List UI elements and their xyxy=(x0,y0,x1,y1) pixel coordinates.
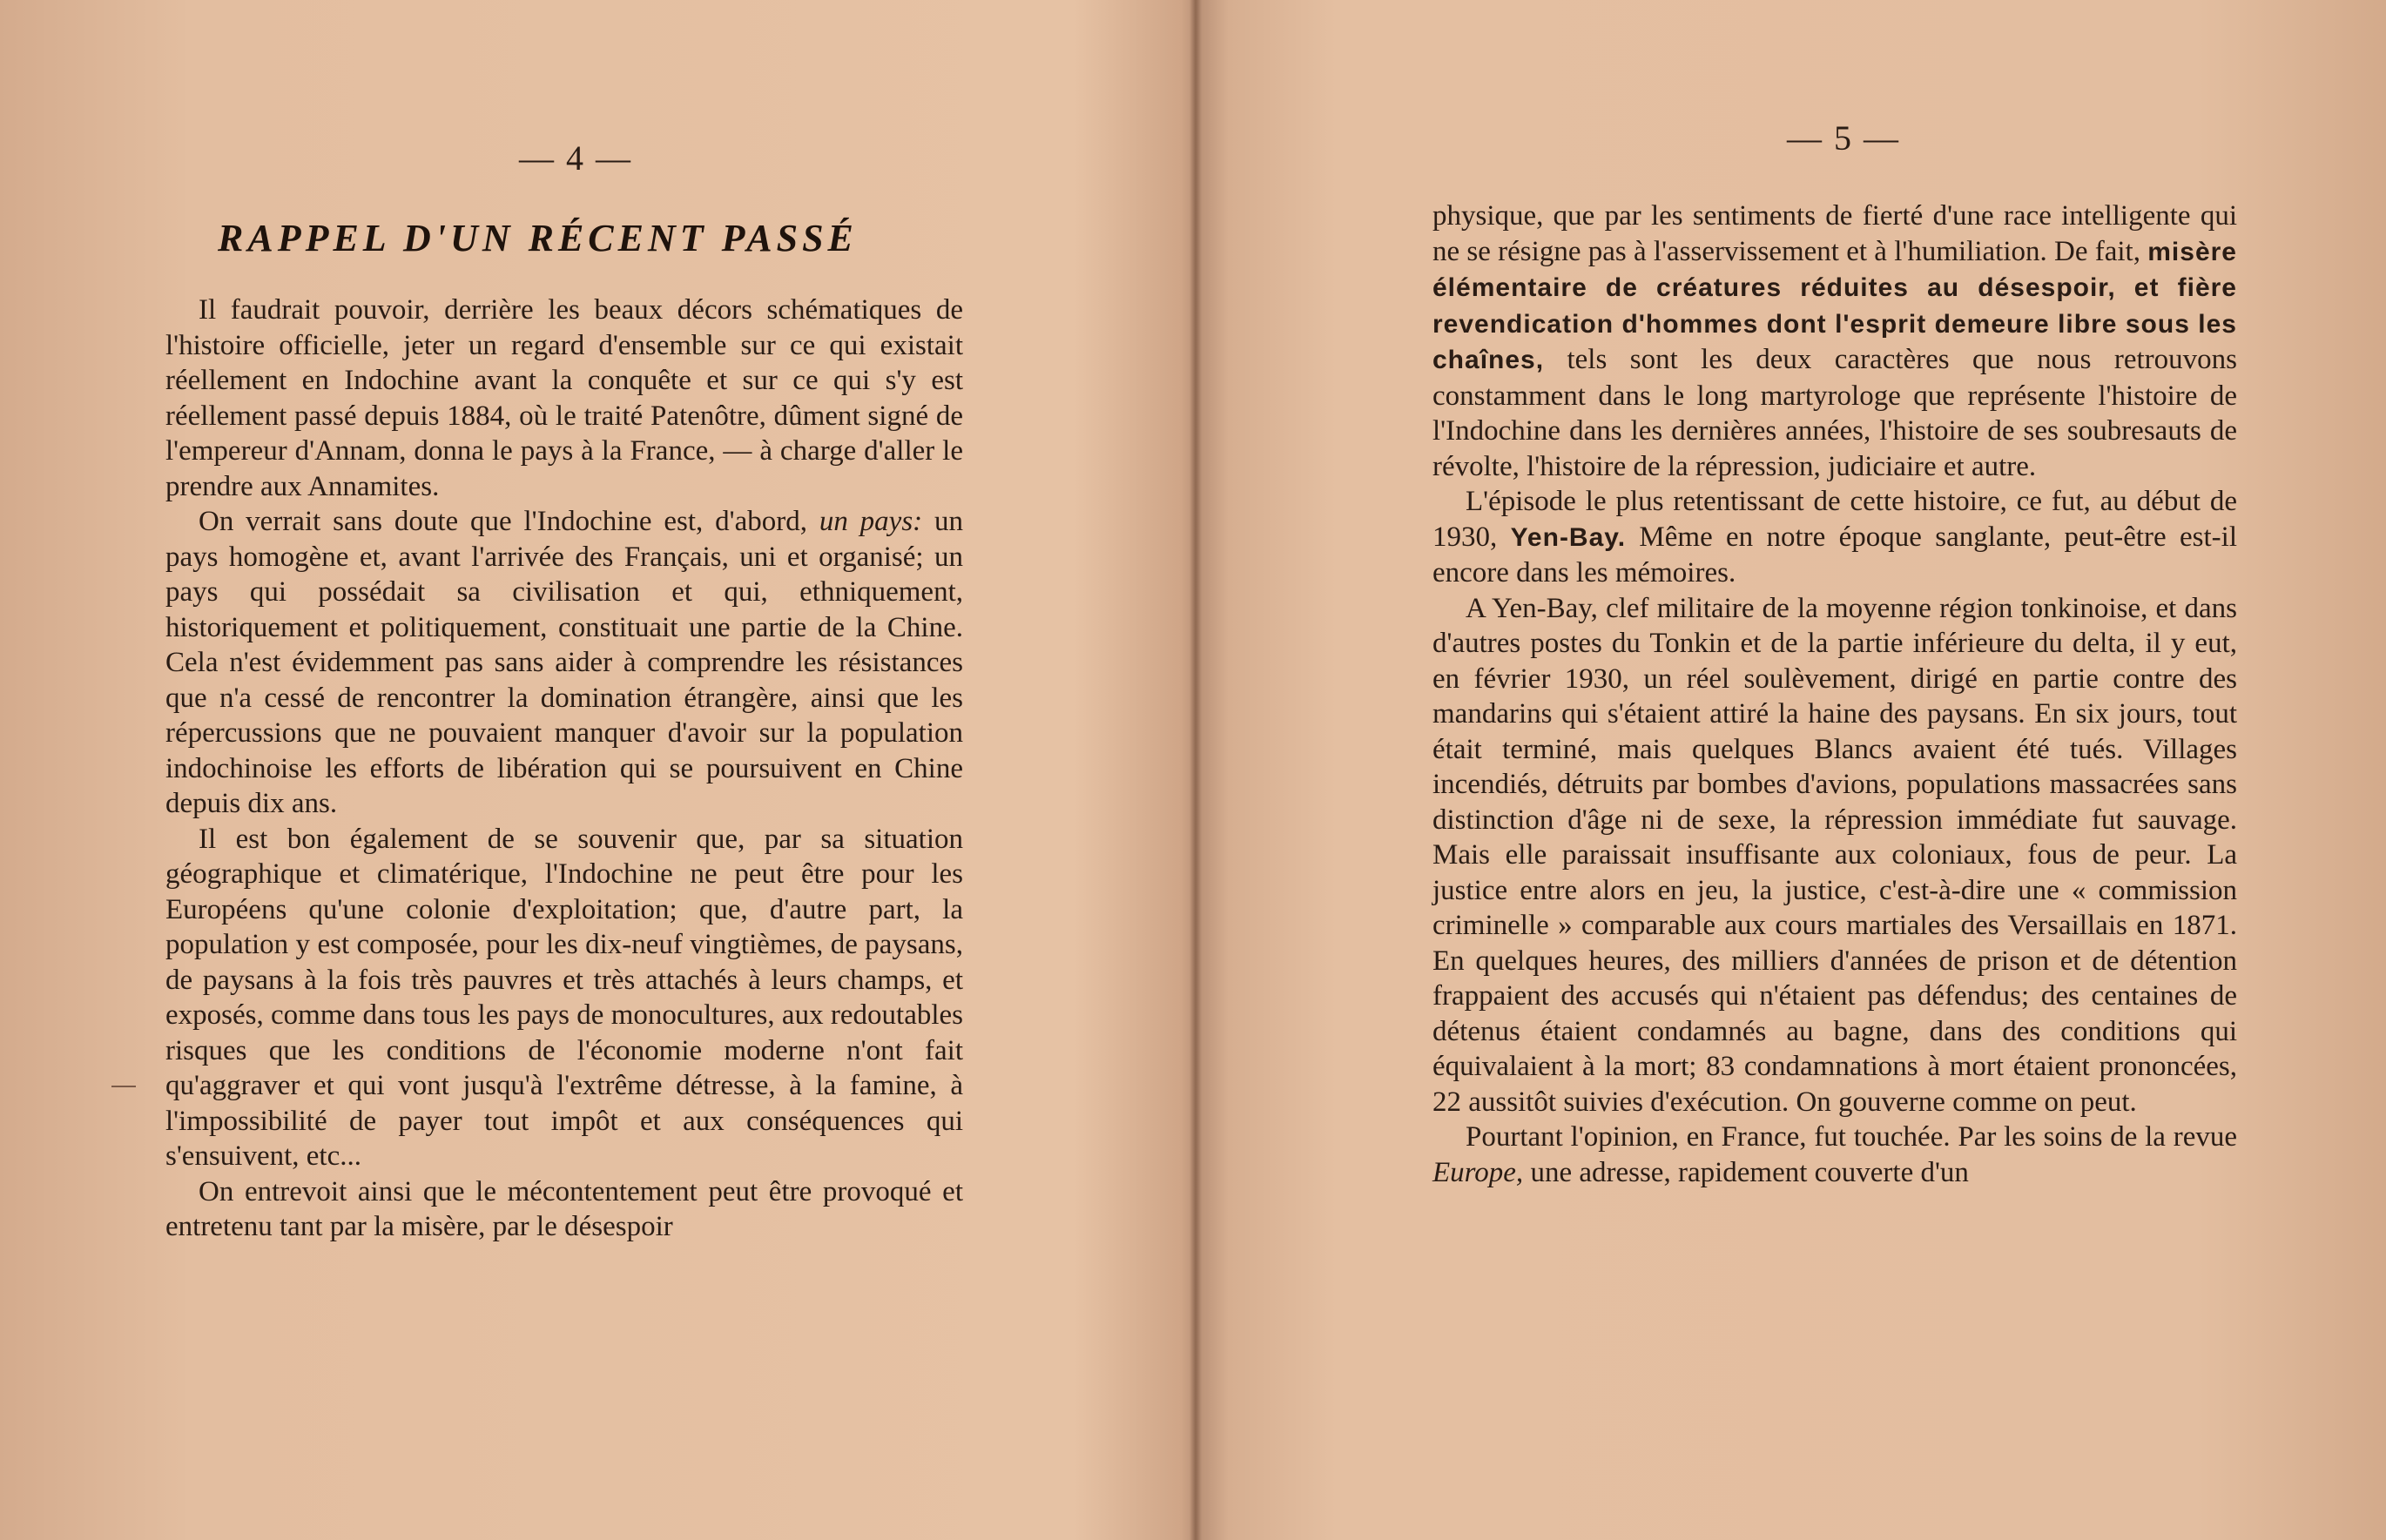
page-number: — 4 — xyxy=(519,138,632,178)
left-body-text xyxy=(165,293,963,1245)
emphasis: un pays: xyxy=(819,506,923,537)
paragraph: Pourtant l'opinion, en France, fut touchée. Par les soins de la revue Europe, une adresse, rapidement couverte d'un xyxy=(1432,1121,2237,1188)
emphasis: Europe, xyxy=(1432,1156,1524,1188)
bold-passage: misère élémentaire de créatures réduites au désespoir, et fière revendication d'hommes dont l'esprit demeure libre sous les chaînes, xyxy=(1432,237,2237,374)
right-body-text xyxy=(1432,198,2237,1190)
margin-mark xyxy=(111,1086,136,1087)
paragraph: physique, que par les sentiments de fierté d'une race intelligente qui ne se résigne pas à l'asservissement et à l'humiliation. De fait, misère élémentaire de créatures réduites au désespoir, et fière revendication d'hommes dont l'esprit demeure libre sous les chaînes, tels sont les deux caractères que nous retrouvons constamment dans le long martyrologe que représente l'histoire de l'Indochine dans les dernières années, l'histoire de ses soubresauts de révolte, l'histoire de la répression, judiciaire et autre. xyxy=(1432,200,2238,482)
bold-passage: Yen-Bay. xyxy=(1510,522,1627,552)
chapter-title: RAPPEL D'UN RÉCENT PASSÉ xyxy=(218,217,858,259)
paragraph: A Yen-Bay, clef militaire de la moyenne région tonkinoise, et dans d'autres postes du Tonkin et de la partie inférieure du delta, il y eut, en février 1930, un réel soulèvement, dirigé en partie contre des mandarins qui s'étaient attiré la haine des paysans. En six jours, tout était terminé, mais quelques Blancs avaient été tués. Villages incendiés, détruits par bombes d'avions, populations massacrées sans distinction d'âge ni de sexe, la répression immédiate fut sauvage. Mais elle paraissait insuffisante aux coloniaux, fous de peur. La justice entre alors en jeu, la justice, c'est-à-dire une « commission criminelle » comparable aux cours martiales des Versaillais en 1871. En quelques heures, des milliers d'années de prison et de détention frappaient des accusés qui n'étaient pas défendus; des centaines de détenus étaient condamnés au bagne, dans des conditions qui équivalaient à la mort; 83 condamnations à mort étaient prononcées, 22 aussitôt suivies d'exécution. On gouverne comme on peut. xyxy=(1432,592,2237,1118)
paragraph: Il est bon également de se souvenir que, par sa situation géographique et climatérique, l'Indochine ne peut être pour les Européens qu'une colonie d'exploitation; que, d'autre part, la population y est composée, pour les dix-neuf vingtièmes, de paysans, de paysans à la fois très pauvres et très attachés à leurs champs, et exposés, comme dans tous les pays de monocultures, aux redoutables risques que les conditions de l'économie moderne n'ont fait qu'aggraver et qui vont jusqu'à l'extrême détresse, à la famine, à l'impossibilité de payer tout impôt et aux conséquences qui s'ensuivent, etc... xyxy=(165,823,963,1172)
page-number: — 5 — xyxy=(1787,118,1900,158)
paragraph: L'épisode le plus retentissant de cette histoire, ce fut, au début de 1930, Yen-Bay. Même en notre époque sanglante, peut-être est-il encore dans les mémoires. xyxy=(1432,486,2238,588)
paragraph: On verrait sans doute que l'Indochine est, d'abord, un pays: un pays homogène et, avant l'arrivée des Français, uni et organisé; un pays qui possédait sa civilisation et qui, ethniquement, historiquement et politiquement, constituait une partie de la Chine. Cela n'est évidemment pas sans aider à comprendre les résistances que n'a cessé de rencontrer la domination étrangère, ainsi que les répercussions que ne pouvaient manquer d'avoir sur la population indochinoise les efforts de libération qui se poursuivent en Chine depuis dix ans. xyxy=(165,506,964,819)
paragraph: Il faudrait pouvoir, derrière les beaux décors schématiques de l'histoire officielle, jeter un regard d'ensemble sur ce qui existait réellement en Indochine avant la conquête et sur ce qui s'y est réellement passé depuis 1884, où le traité Patenôtre, dûment signé de l'empereur d'Annam, donna le pays à la France, — à charge d'aller le prendre aux Annamites. xyxy=(165,294,963,502)
right-page xyxy=(1198,0,2386,1540)
paragraph: On entrevoit ainsi que le mécontentement peut être provoqué et entretenu tant par la misère, par le désespoir xyxy=(165,1175,963,1242)
